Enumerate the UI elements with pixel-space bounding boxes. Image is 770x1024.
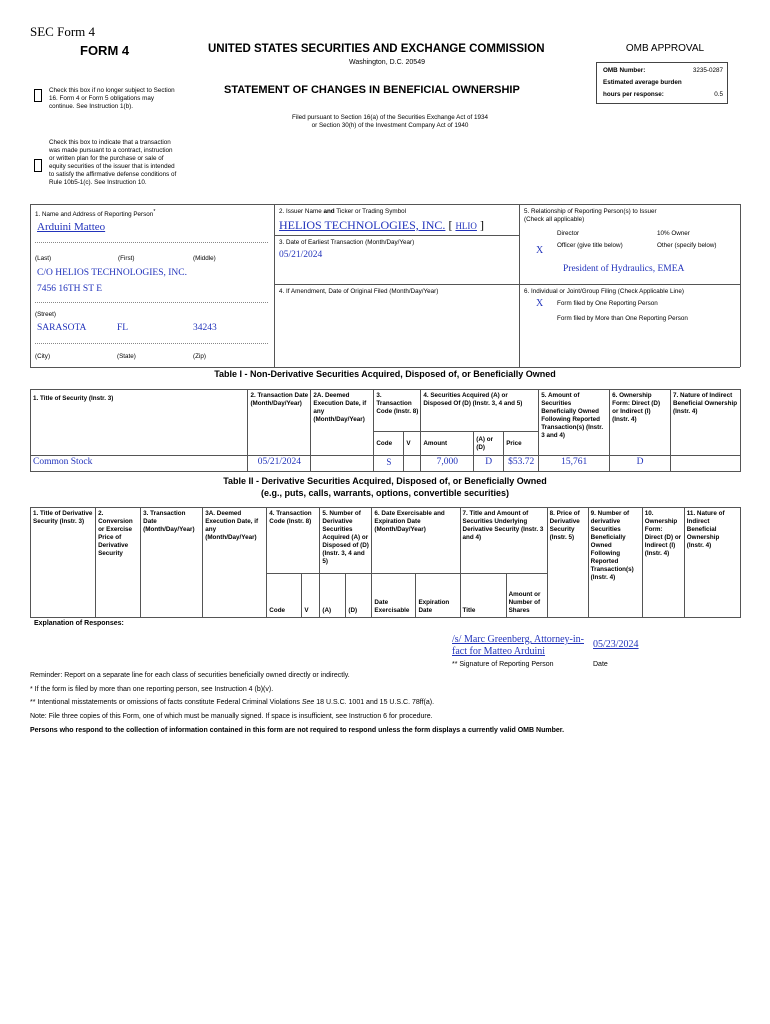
section-bottom-border xyxy=(30,367,740,368)
t1-code-header: Code xyxy=(374,432,404,456)
box2-label-and: and xyxy=(323,208,335,215)
signature-label: ** Signature of Reporting Person xyxy=(452,661,554,668)
state-value: FL xyxy=(117,323,129,333)
non-derivative-table xyxy=(30,389,741,472)
more-person-label: Form filed by More than One Reporting Person xyxy=(557,315,688,322)
t1-aord-header: (A) or (D) xyxy=(474,432,504,456)
street-line xyxy=(35,302,268,303)
t2-col2-header: 2. Conversion or Exercise Price of Derivative Security xyxy=(96,508,141,618)
one-person-check-mark[interactable]: X xyxy=(536,298,544,309)
explanation-label: Explanation of Responses: xyxy=(34,620,124,627)
table2-title-1: Table II - Derivative Securities Acquired, Disposed of, or Beneficially Owned xyxy=(223,476,547,486)
director-label: Director xyxy=(557,230,580,237)
zip-value: 34243 xyxy=(193,323,217,333)
t1-nature xyxy=(671,456,741,472)
t2-col11-header: 11. Nature of Indirect Beneficial Ownership (Instr. 4) xyxy=(684,508,740,618)
t1-col3-header: 3. Transaction Code (Instr. 8) xyxy=(374,390,421,432)
t1-ownership-form: D xyxy=(610,456,671,472)
t2-col10-header: 10. Ownership Form: Direct (D) or Indirect (I) (Instr. 4) xyxy=(642,508,684,618)
note-double-star xyxy=(30,699,434,708)
form-title: FORM 4 xyxy=(80,43,130,58)
t2-col6-header: 6. Date Exercisable and Expiration Date (Month/Day/Year) xyxy=(372,508,460,574)
t2-a-header: (A) xyxy=(320,574,346,618)
t1-amount-header: Amount xyxy=(421,432,474,456)
filed-line-1: Filed pursuant to Section 16(a) of the Securities Exchange Act of 1934 xyxy=(291,114,489,121)
issuer-name[interactable]: HELIOS TECHNOLOGIES, INC. xyxy=(279,218,446,232)
address-line-1: C/O HELIOS TECHNOLOGIES, INC. xyxy=(37,268,187,278)
omb-burden-label: Estimated average burden xyxy=(603,79,682,86)
t1-price-header: Price xyxy=(504,432,539,456)
t2-title-header: Title xyxy=(460,574,506,618)
section-divider-1 xyxy=(274,204,275,367)
date-label: Date xyxy=(593,661,608,668)
reminder-note: Reminder: Report on a separate line for each class of securities beneficially owned directly or indirectly. xyxy=(30,672,350,679)
street-label: (Street) xyxy=(35,311,56,318)
omb-box xyxy=(596,62,728,104)
t1-amount: 7,000 xyxy=(421,456,474,472)
earliest-transaction-date: 05/21/2024 xyxy=(279,250,323,260)
t2-code-header: Code xyxy=(267,574,302,618)
t2-col1-header: 1. Title of Derivative Security (Instr. 3) xyxy=(31,508,96,618)
rule-10b5-checkbox[interactable] xyxy=(34,159,42,172)
omb-number-value: 3235-0287 xyxy=(692,67,723,74)
omb-title: OMB APPROVAL xyxy=(625,43,705,54)
ticker-symbol[interactable]: HLIO xyxy=(455,221,477,231)
officer-label: Officer (give title below) xyxy=(557,242,623,249)
commission-city: Washington, D.C. 20549 xyxy=(348,59,425,66)
issuer-line xyxy=(279,218,484,233)
box2-bottom xyxy=(274,235,519,236)
signature[interactable]: /s/ Marc Greenberg, Attorney-in-fact for Matteo Arduini xyxy=(452,634,584,657)
city-value: SARASOTA xyxy=(37,323,87,333)
box1-star: * xyxy=(153,209,156,215)
ticker-bracket-open: [ xyxy=(448,218,453,232)
t2-date-exercisable-header: Date Exercisable xyxy=(372,574,416,618)
box4-label: 4. If Amendment, Date of Original Filed (Month/Day/Year) xyxy=(279,288,439,295)
section-divider-2 xyxy=(519,204,520,367)
derivative-table xyxy=(30,507,741,618)
table2-title xyxy=(30,475,740,499)
note-double-star-b: 18 U.S.C. 1001 and 15 U.S.C. 78ff(a). xyxy=(314,699,435,706)
sec-form-label: SEC Form 4 xyxy=(30,24,96,39)
t2-col8-header: 8. Price of Derivative Security (Instr. 5) xyxy=(547,508,588,618)
note-double-star-a: ** Intentional misstatements or omissions of facts constitute Federal Criminal Violations xyxy=(30,699,302,706)
t2-col7-header: 7. Title and Amount of Securities Underlying Derivative Security (Instr. 3 and 4) xyxy=(460,508,547,574)
t1-code: S xyxy=(374,456,404,472)
t2-v-header: V xyxy=(302,574,320,618)
signature-date: 05/23/2024 xyxy=(593,639,639,650)
box3-5-bottom xyxy=(274,284,740,285)
t1-col7-header: 7. Nature of Indirect Beneficial Ownership (Instr. 4) xyxy=(671,390,741,456)
t1-col6-header: 6. Ownership Form: Direct (D) or Indirect (I) (Instr. 4) xyxy=(610,390,671,456)
no-longer-subject-checkbox[interactable] xyxy=(34,89,42,102)
t2-d-header: (D) xyxy=(346,574,372,618)
no-longer-subject-text: Check this box if no longer subject to Section 16. Form 4 or Form 5 obligations may continue. See Instruction 1(b). xyxy=(49,87,175,110)
officer-title: President of Hydraulics, EMEA xyxy=(563,264,685,274)
box3-label: 3. Date of Earliest Transaction (Month/Day/Year) xyxy=(279,239,415,246)
first-label: (First) xyxy=(118,255,135,262)
note-omb: Persons who respond to the collection of information contained in this form are not required to respond unless the form displays a currently valid OMB Number. xyxy=(30,727,565,734)
t1-col1-header: 1. Title of Security (Instr. 3) xyxy=(31,390,248,456)
section-left-border xyxy=(30,204,31,367)
t1-col2a-header: 2A. Deemed Execution Date, if any (Month/Day/Year) xyxy=(311,390,374,456)
t1-security-title: Common Stock xyxy=(31,456,248,472)
box1-label-text: 1. Name and Address of Reporting Person xyxy=(35,211,154,219)
ticker-bracket-close: ] xyxy=(479,218,484,232)
table1-title: Table I - Non-Derivative Securities Acquired, Disposed of, or Beneficially Owned xyxy=(214,369,556,379)
statement-title: STATEMENT OF CHANGES IN BENEFICIAL OWNERSHIP xyxy=(224,84,520,96)
state-label: (State) xyxy=(117,353,136,360)
filed-pursuant xyxy=(240,114,540,130)
table2-title-2: (e.g., puts, calls, warrants, options, convertible securities) xyxy=(260,488,510,498)
note-double-star-see: See xyxy=(301,699,315,706)
officer-check-mark[interactable]: X xyxy=(536,245,544,256)
t2-col5-header: 5. Number of Derivative Securities Acquired (A) or Disposed of (D) (Instr. 3, 4 and 5) xyxy=(320,508,372,574)
t1-col2-header: 2. Transaction Date (Month/Day/Year) xyxy=(248,390,311,456)
omb-hours-value: 0.5 xyxy=(714,91,723,98)
other-label: Other (specify below) xyxy=(657,242,717,249)
table-row xyxy=(31,456,741,472)
box2-label-a: 2. Issuer Name xyxy=(279,208,324,215)
t1-transaction-date: 05/21/2024 xyxy=(248,456,311,472)
t2-col3-header: 3. Transaction Date (Month/Day/Year) xyxy=(141,508,203,618)
box6-label: 6. Individual or Joint/Group Filing (Check Applicable Line) xyxy=(524,288,684,295)
ten-percent-owner-label: 10% Owner xyxy=(657,230,690,237)
box2-label xyxy=(279,208,406,216)
t1-owned: 15,761 xyxy=(539,456,610,472)
middle-label: (Middle) xyxy=(193,255,216,262)
note-star: * If the form is filed by more than one reporting person, see Instruction 4 (b)(v). xyxy=(30,686,274,693)
address-line-2: 7456 16TH ST E xyxy=(37,284,103,294)
box5-label-1: 5. Relationship of Reporting Person(s) to Issuer xyxy=(524,208,657,215)
section-top-border xyxy=(30,204,740,205)
rule-10b5-text: Check this box to indicate that a transaction was made pursuant to a contract, instruction or written plan for the purchase or sale of equity securities of the issuer that is intended to satisfy the affirmative defense conditions of Rule 10b5-1(c). See Instruction 10. xyxy=(49,139,177,186)
t1-col5-header: 5. Amount of Securities Beneficially Owned Following Reported Transaction(s) (Instr. 3 and 4) xyxy=(539,390,610,456)
city-label: (City) xyxy=(35,353,51,360)
commission-title: UNITED STATES SECURITIES AND EXCHANGE COMMISSION xyxy=(208,43,545,55)
reporting-person-name[interactable]: Arduini Matteo xyxy=(37,221,106,233)
t1-price: $53.72 xyxy=(504,456,539,472)
t1-v-header: V xyxy=(404,432,421,456)
box5-label-2: (Check all applicable) xyxy=(524,216,585,223)
last-label: (Last) xyxy=(35,255,52,262)
t1-aord: D xyxy=(474,456,504,472)
note-copies: Note: File three copies of this Form, one of which must be manually signed. If space is insufficient, see Instruction 6 for procedure. xyxy=(30,713,433,720)
filed-line-2: or Section 30(h) of the Investment Company Act of 1940 xyxy=(311,122,469,129)
zip-label: (Zip) xyxy=(193,353,206,360)
section-right-border xyxy=(740,204,741,367)
omb-number-label: OMB Number: xyxy=(603,67,646,74)
t2-expiration-header: Expiration Date xyxy=(416,574,460,618)
t2-col9-header: 9. Number of derivative Securities Beneficially Owned Following Reported Transaction(s) (Instr. 4) xyxy=(588,508,642,618)
box2-label-b: Ticker or Trading Symbol xyxy=(334,208,407,215)
box1-label xyxy=(35,208,155,219)
omb-hours-label: hours per response: xyxy=(603,91,664,98)
t2-amount-shares-header: Amount or Number of Shares xyxy=(506,574,547,618)
city-line xyxy=(35,343,268,344)
t1-v xyxy=(404,456,421,472)
one-person-label: Form filed by One Reporting Person xyxy=(557,300,658,307)
t1-col4-header: 4. Securities Acquired (A) or Disposed Of (D) (Instr. 3, 4 and 5) xyxy=(421,390,539,432)
t1-deemed-date xyxy=(311,456,374,472)
name-line xyxy=(35,242,268,243)
t2-col4-header: 4. Transaction Code (Instr. 8) xyxy=(267,508,320,574)
t2-col3a-header: 3A. Deemed Execution Date, if any (Month/Day/Year) xyxy=(203,508,267,618)
